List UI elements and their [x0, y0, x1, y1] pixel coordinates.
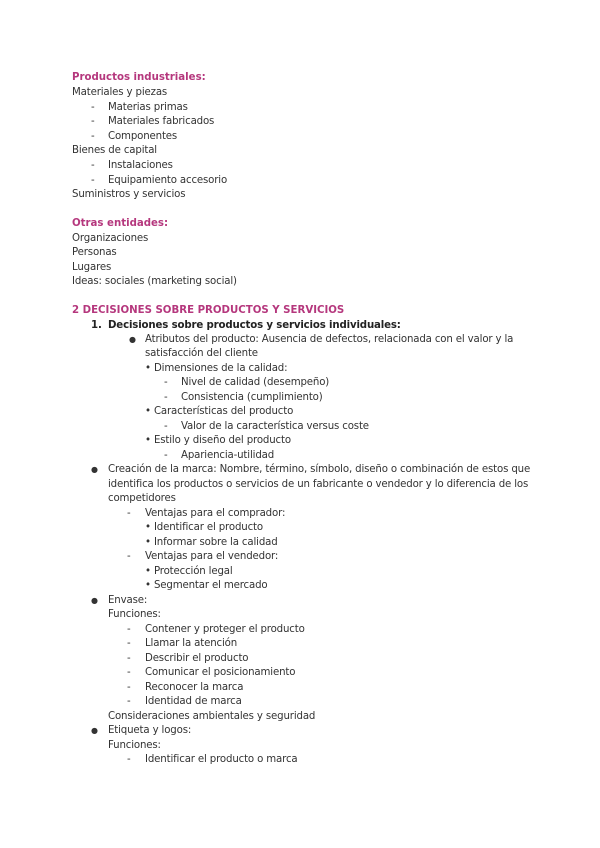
item-identificar-marca: Identificar el producto o marca — [145, 754, 298, 765]
dash-marker: - — [91, 131, 95, 142]
dash-marker: - — [91, 116, 95, 127]
funciones-label: Funciones: — [108, 609, 161, 620]
envase-title: Envase: — [108, 595, 148, 606]
item-instalaciones: Instalaciones — [108, 160, 173, 171]
bullet-marker: ● — [91, 596, 98, 605]
funciones-label-2: Funciones: — [108, 740, 161, 751]
dash-marker: - — [164, 421, 168, 432]
dash-marker: - — [164, 392, 168, 403]
dash-marker: - — [127, 624, 131, 635]
sub-dimensiones: • Dimensiones de la calidad: — [145, 363, 288, 374]
creacion-line1: Creación de la marca: Nombre, término, símbolo, diseño o combinación de estos que — [108, 464, 531, 475]
consideraciones: Consideraciones ambientales y seguridad — [108, 711, 316, 722]
item-proteccion: • Protección legal — [145, 566, 233, 577]
item-identificar: • Identificar el producto — [145, 522, 263, 533]
bullet-marker: ● — [91, 465, 98, 474]
item-comunicar: Comunicar el posicionamiento — [145, 667, 296, 678]
atributos-line1: Atributos del producto: Ausencia de defectos, relacionada con el valor y la — [145, 334, 514, 345]
bullet-marker: ● — [129, 335, 136, 344]
item-suministros: Suministros y servicios — [72, 189, 186, 200]
sub-caracteristicas: • Características del producto — [145, 406, 294, 417]
etiqueta-title: Etiqueta y logos: — [108, 725, 192, 736]
dash-marker: - — [127, 696, 131, 707]
item-materiales-fabricados: Materiales fabricados — [108, 116, 215, 127]
item-apariencia: Apariencia-utilidad — [181, 450, 275, 461]
item1-number: 1. — [91, 320, 102, 331]
item1-title: Decisiones sobre productos y servicios individuales: — [108, 320, 401, 331]
item-informar: • Informar sobre la calidad — [145, 537, 278, 548]
bullet-marker: ● — [91, 726, 98, 735]
dash-marker: - — [127, 754, 131, 765]
item-lugares: Lugares — [72, 262, 112, 273]
ventajas-comprador: Ventajas para el comprador: — [145, 508, 286, 519]
dash-marker: - — [127, 682, 131, 693]
item-materiales: Materiales y piezas — [72, 87, 168, 98]
item-reconocer: Reconocer la marca — [145, 682, 244, 693]
dash-marker: - — [127, 508, 131, 519]
item-segmentar: • Segmentar el mercado — [145, 580, 268, 591]
item-organizaciones: Organizaciones — [72, 233, 149, 244]
item-describir: Describir el producto — [145, 653, 249, 664]
dash-marker: - — [164, 377, 168, 388]
item-personas: Personas — [72, 247, 117, 258]
creacion-line2: identifica los productos o servicios de un fabricante o vendedor y lo diferencia de los — [108, 479, 529, 490]
creacion-line3: competidores — [108, 493, 176, 504]
heading-productos-industriales: Productos industriales: — [72, 72, 206, 83]
dash-marker: - — [127, 638, 131, 649]
item-equipamiento: Equipamiento accesorio — [108, 175, 228, 186]
item-identidad: Identidad de marca — [145, 696, 242, 707]
dash-marker: - — [91, 175, 95, 186]
item-componentes: Componentes — [108, 131, 178, 142]
item-valor: Valor de la característica versus coste — [181, 421, 369, 432]
item-materias-primas: Materias primas — [108, 102, 188, 113]
heading-otras-entidades: Otras entidades: — [72, 218, 169, 229]
atributos-line2: satisfacción del cliente — [145, 348, 258, 359]
item-contener: Contener y proteger el producto — [145, 624, 305, 635]
dash-marker: - — [127, 551, 131, 562]
dash-marker: - — [91, 160, 95, 171]
dash-marker: - — [127, 653, 131, 664]
dash-marker: - — [127, 667, 131, 678]
sub-estilo: • Estilo y diseño del producto — [145, 435, 291, 446]
dash-marker: - — [91, 102, 95, 113]
heading-section-2: 2 DECISIONES SOBRE PRODUCTOS Y SERVICIOS — [72, 305, 345, 316]
item-consistencia: Consistencia (cumplimiento) — [181, 392, 323, 403]
item-bienes-capital: Bienes de capital — [72, 145, 157, 156]
dash-marker: - — [164, 450, 168, 461]
item-llamar: Llamar la atención — [145, 638, 238, 649]
item-ideas: Ideas: sociales (marketing social) — [72, 276, 237, 287]
item-nivel-calidad: Nivel de calidad (desempeño) — [181, 377, 330, 388]
ventajas-vendedor: Ventajas para el vendedor: — [145, 551, 279, 562]
